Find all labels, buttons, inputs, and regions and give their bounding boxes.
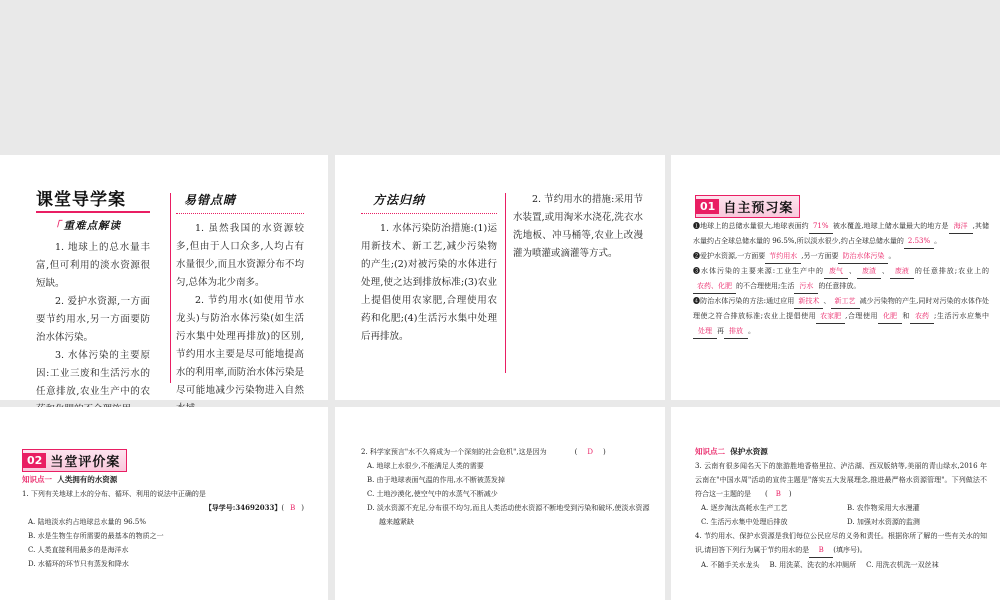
answer-blank: 排放 <box>724 324 748 339</box>
question-2: 2. 科学家预言"水不久将成为一个深刻的社会危机",这是因为 ( D ) <box>361 448 606 456</box>
answer-blank: 防治水体污染 <box>838 249 888 264</box>
question-3: 3. 云南有很多闻名天下的旅游胜地香格里拉、泸沽湖、西双版纳等,美丽的青山绿水,2016 年云南在"中国水周"活动的宣传主题是"落实五大发展理念,推进最严格水资源管理"。下列做法不符合这一主题的是 ( B ) <box>695 462 987 498</box>
option-a: A. 陆地淡水约占地球总水量的 96.5% <box>28 518 146 526</box>
answer-blank: 新技术 <box>794 294 823 309</box>
knowledge-point-heading: 知识点二 保护水资源 <box>695 447 768 456</box>
answer-blank: 废气 <box>824 264 848 279</box>
section-banner <box>22 449 127 472</box>
question-4: 4. 节约用水、保护水资源是我们每位公民应尽的义务和责任。根据你所了解的一些有关水的知识,请回答下列行为属于节约用水的是 B (填序号)。 <box>695 529 987 558</box>
answer-blank: 农药、化肥 <box>693 279 736 294</box>
answer-blank: B <box>809 543 833 558</box>
answer-blank: 废液 <box>890 264 914 279</box>
answer-blank: 化肥 <box>878 309 902 324</box>
slide-methods <box>335 155 665 400</box>
answer-blank: 农药 <box>910 309 934 324</box>
option-b: B. 用洗菜、洗衣的水冲厕所 <box>769 561 857 569</box>
key-point-1: 1. 地球上的总水量丰富,但可利用的淡水资源很短缺。 <box>36 242 150 289</box>
method-text-2: 2. 节约用水的措施:采用节水装置,或用淘米水浇花,洗衣水洗地板、冲马桶等,农业上改漫灌为喷灌或滴灌等方式。 <box>513 194 643 259</box>
answer-blank: 2.53% <box>904 234 934 249</box>
option-b: B. 由于地球表面气温的作用,水不断被蒸发掉 <box>367 476 505 484</box>
section-banner <box>695 195 800 218</box>
slide-evaluation <box>0 407 328 600</box>
key-point-3: 3. 水体污染的主要原因:工业三废和生活污水的任意排放,农业生产中的农 <box>36 350 150 397</box>
dotted-divider <box>361 213 497 214</box>
answer-blank: 新工艺 <box>831 294 860 309</box>
option-d: D. 淡水资源不充足,分布很不均匀,而且人类活动使水资源不断地受到污染和破坏,使淡水资源越来越紧缺 <box>367 504 650 526</box>
option-d: D. 水循环的环节只有蒸发和降水 <box>28 560 129 568</box>
slide-guide <box>0 155 328 400</box>
banner-number: 01 <box>696 199 719 214</box>
option-c: C. 用洗衣机洗一双丝袜 <box>866 561 939 569</box>
banner-title: 自主预习案 <box>723 201 794 216</box>
title-underline <box>36 211 150 213</box>
divider <box>505 193 506 373</box>
divider <box>170 193 171 383</box>
answer-blank: 海洋 <box>949 219 973 234</box>
question-1: 1. 下列有关地球上水的分布、循环、利用的说法中正确的是 <box>22 490 206 498</box>
slide-question-2 <box>335 407 665 600</box>
option-a: A. 地球上水很少,不能满足人类的需要 <box>367 462 484 470</box>
answer-choice: B <box>290 504 296 512</box>
question-3: ❸水体污染的主要来源:工业生产中的 废气 、 废渣 、 废液 的任意排放;农业上的农药、化肥 的不合理使用;生活 污水 的任意排放。 <box>693 264 989 294</box>
section-heading-error-points: 易错点睛 <box>184 193 237 207</box>
knowledge-point-heading: 知识点一 人类拥有的水资源 <box>22 475 118 484</box>
error-point-1: 1. 虽然我国的水资源较多,但由于人口众多,人均占有水量很少,而且水资源分布不均匀,总体为北少南多。 <box>176 223 304 288</box>
option-c: C. 生活污水集中处理后排放 <box>701 518 788 526</box>
answer-blank: 污水 <box>794 279 818 294</box>
key-point-2: 2. 爱护水资源,一方面要节约用水,另一方面要防治水体污染。 <box>36 296 150 343</box>
banner-title: 当堂评价案 <box>50 455 121 470</box>
option-a: A. 逐步淘汰高耗水生产工艺 <box>701 504 788 512</box>
error-point-2: 2. 节约用水(如使用节水龙头)与防治水体污染(如生活污水集中处理再排放)的区别,节约用水主要是尽可能地提高水的利用率,而防治水体污染是尽可能地减少污染物进入自然 <box>176 295 304 396</box>
section-heading-method-summary: 方法归纳 <box>373 193 426 207</box>
slide-preview <box>671 155 1000 400</box>
answer-blank: 处理 <box>693 324 717 339</box>
answer-blank: 71% <box>809 219 833 234</box>
section-heading-key-points: 「 重难点解读 <box>50 217 150 235</box>
option-c: C. 人类直接利用最多的是海洋水 <box>28 546 129 554</box>
page-title: 课堂导学案 <box>36 190 126 210</box>
question-ref: 【导学号:34692033】( B ) <box>204 503 304 512</box>
answer-choice: D <box>587 448 593 456</box>
option-b: B. 水是生物生存所需要的最基本的物质之一 <box>28 532 164 540</box>
dotted-divider <box>176 213 304 214</box>
option-d: D. 加强对水资源的监测 <box>847 518 920 526</box>
option-a: A. 不随手关水龙头 <box>701 561 760 569</box>
answer-blank: 节约用水 <box>765 249 801 264</box>
method-text-1: 1. 水体污染防治措施:(1)运用新技术、新工艺,减少污染物的产生;(2)对被污染的水体进行处理,使之达到排放标准;(3)农业上提倡使用农家肥,合理使用农药和化肥;(4)生活污水集中处理后再排放。 <box>361 223 497 342</box>
answer-choice: B <box>775 490 781 498</box>
option-b: B. 农作物采用大水漫灌 <box>847 504 920 512</box>
question-1: ❶地球上的总储水量很大,地球表面约 71% 被水覆盖,地球上储水量最大的地方是 海洋 ,其储水量约占全球总储水量的 96.5%,所以淡水很少,约占全球总储水量的 2.53% 。 <box>693 219 989 249</box>
answer-blank: 废渣 <box>857 264 881 279</box>
question-4: ❹防治水体污染的方法:通过应用 新技术 、 新工艺 减少污染物的产生,同时对污染的水体作处理使之符合排放标准;农业上提倡使用 农家肥 ,合理使用 化肥 和 农药 ;生活污水应集中处理 再 排放 。 <box>693 294 989 339</box>
question-2: ❷爱护水资源,一方面要 节约用水 ,另一方面要 防治水体污染 。 <box>693 249 989 264</box>
option-c: C. 土地沙漠化,使空气中的水蒸气不断减少 <box>367 490 498 498</box>
slide-protect-water <box>671 407 1000 600</box>
answer-blank: 农家肥 <box>816 309 845 324</box>
banner-number: 02 <box>23 453 46 468</box>
